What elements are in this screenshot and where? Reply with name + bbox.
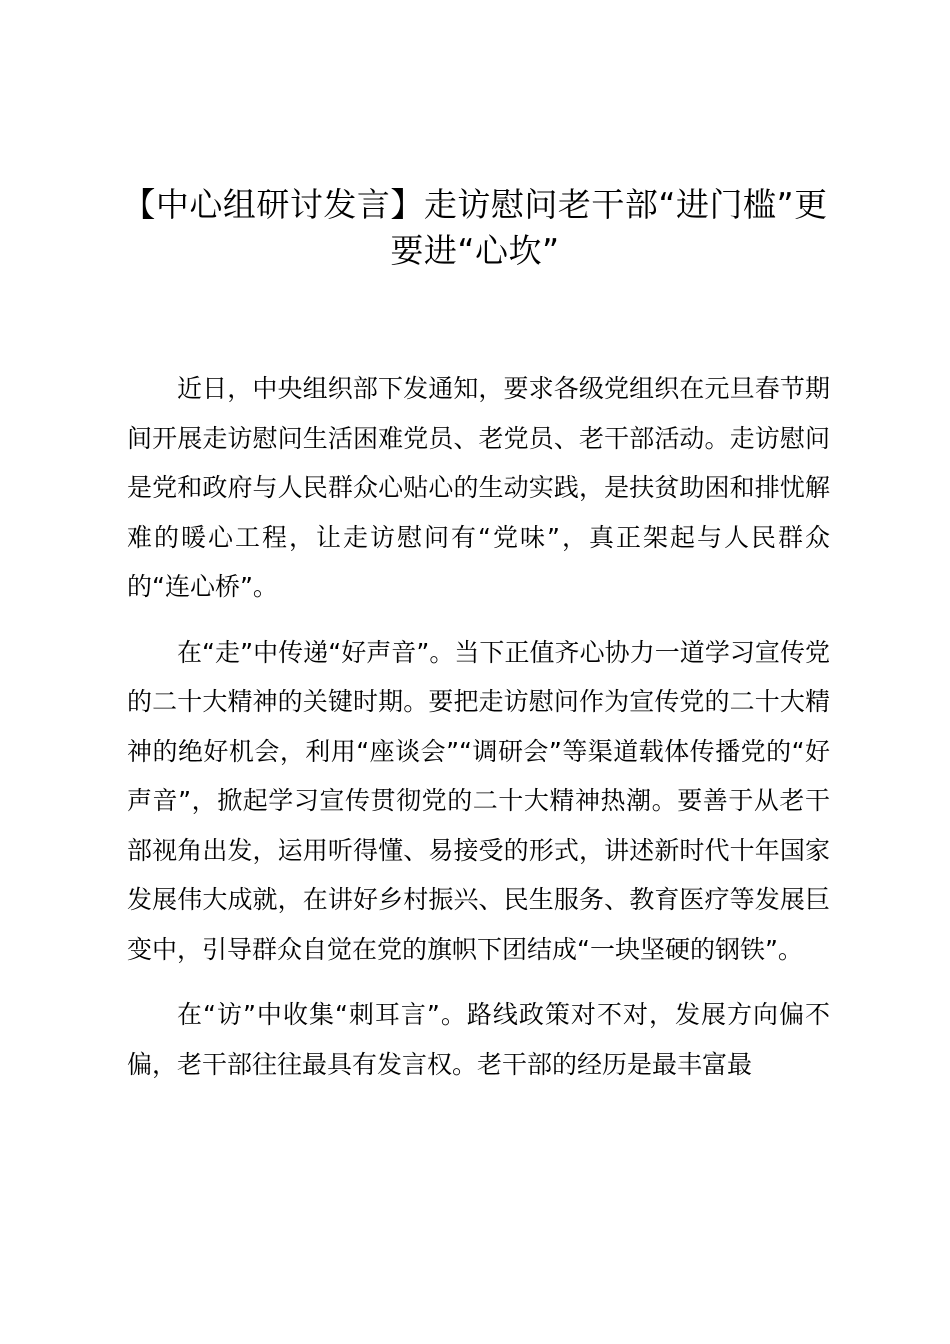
document-body [127,364,830,1105]
paragraph-fang: 在“访”中收集“刺耳言”。路线政策对不对，发展方向偏不偏，老干部往往最具有发言权。老干部的经历是最丰富最 [127,1000,830,1079]
paragraph-intro: 近日，中央组织部下发通知，要求各级党组织在元旦春节期间开展走访慰问生活困难党员、老党员、老干部活动。走访慰问是党和政府与人民群众心贴心的生动实践，是扶贫助困和排忧解难的暖心工程，让走访慰问有“党味”，真正架起与人民群众的“连心桥”。 [127,374,830,601]
paragraph-zou: 在“走”中传递“好声音”。当下正值齐心协力一道学习宣传党的二十大精神的关键时期。要把走访慰问作为宣传党的二十大精神的绝好机会，利用“座谈会”“调研会”等渠道载体传播党的“好声音”，掀起学习宣传贯彻党的二十大精神热潮。要善于从老干部视角出发，运用听得懂、易接受的形式，讲述新时代十年国家发展伟大成就，在讲好乡村振兴、民生服务、教育医疗等发展巨变中，引导群众自觉在党的旗帜下团结成“一块坚硬的钢铁”。 [127,637,830,964]
document-title: 【中心组研讨发言】走访慰问老干部“进门槛”更要进“心坎” [122,185,828,270]
